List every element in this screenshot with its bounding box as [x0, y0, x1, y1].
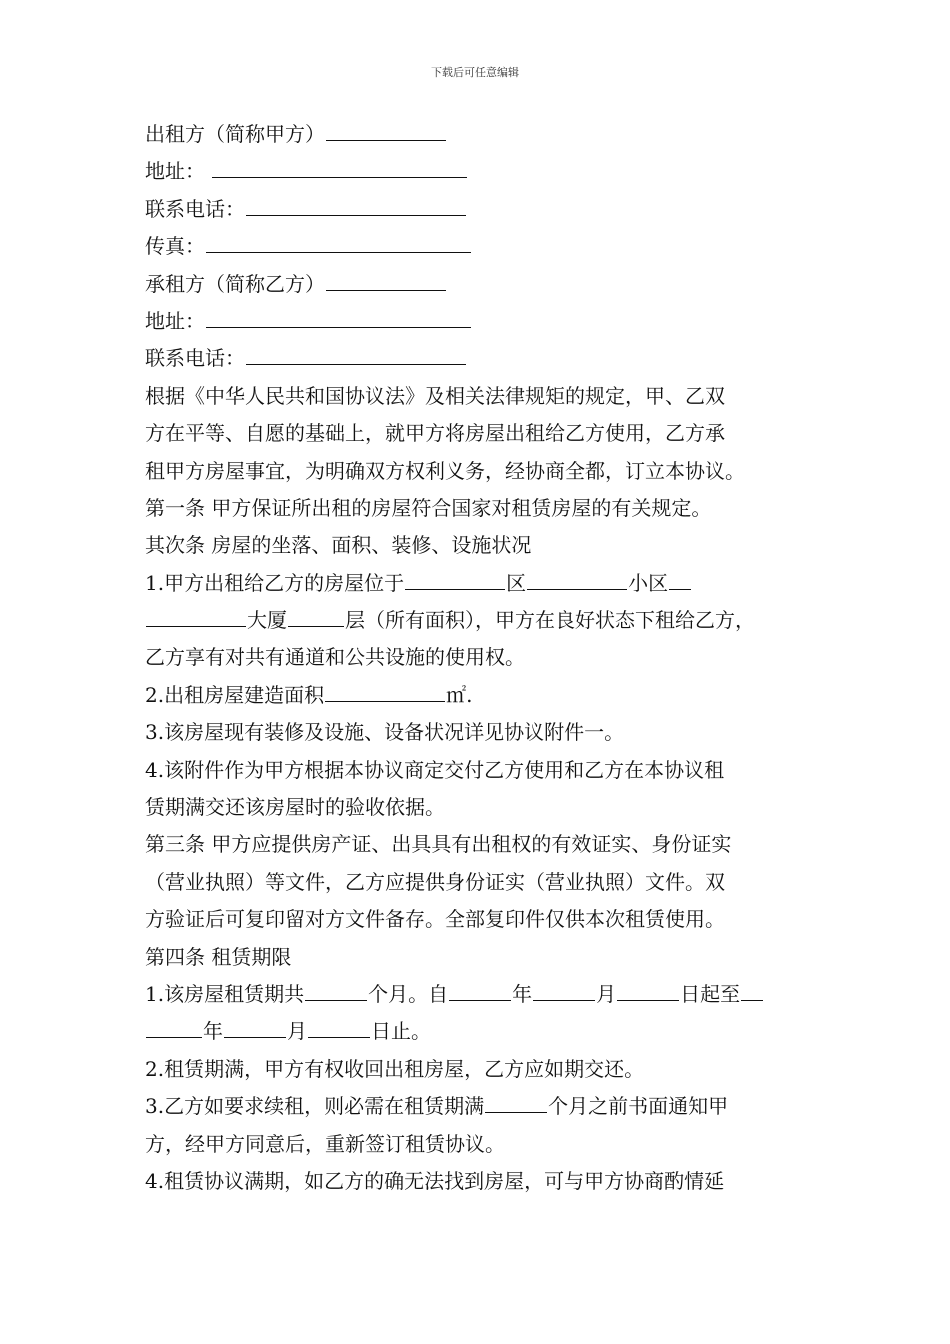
text: 日起至 — [680, 981, 741, 1006]
lessor-fax-line — [145, 228, 835, 265]
header-note: 下载后可任意编辑 — [431, 66, 519, 79]
text: 年 — [203, 1019, 223, 1044]
community-blank[interactable] — [527, 565, 627, 590]
end-blank-tail[interactable] — [741, 976, 763, 1001]
end-month-blank[interactable] — [224, 1013, 286, 1038]
months-blank[interactable] — [305, 976, 367, 1001]
preamble-line-3: 租甲方房屋事宜，为明确双方权利义务，经协商全都，订立本协议。 — [145, 458, 745, 483]
lessor-fax-label: 传真： — [145, 234, 205, 259]
lessor-phone-line — [145, 191, 835, 228]
preamble-line-1: 根据《中华人民共和国协议法》及相关法律规矩的规定，甲、乙双 — [145, 383, 725, 408]
article-3-line-3: 方验证后可复印留对方文件备存。全部复印件仅供本次租赁使用。 — [145, 907, 725, 932]
article-2-item-3: 3.该房屋现有装修及设施、设备状况详见协议附件一。 — [145, 720, 625, 745]
notice-months-blank[interactable] — [485, 1088, 547, 1113]
lessee-label: 承租方（简称乙方） — [145, 271, 325, 296]
article-2-item-4-line-1: 4.该附件作为甲方根据本协议商定交付乙方使用和乙方在本协议租 — [145, 757, 725, 782]
lessee-phone-label: 联系电话： — [145, 346, 245, 371]
end-year-blank[interactable] — [146, 1013, 202, 1038]
lessor-phone-label: 联系电话： — [145, 196, 245, 221]
text: ㎡. — [446, 682, 473, 707]
article-2-item-4-line-2: 赁期满交还该房屋时的验收依据。 — [145, 795, 445, 820]
lessee-address-blank[interactable] — [206, 303, 471, 328]
lessee-phone-blank[interactable] — [246, 340, 466, 365]
text: 2.出租房屋建造面积 — [145, 682, 325, 707]
lessor-address-blank[interactable] — [212, 153, 467, 178]
text: 月 — [287, 1019, 307, 1044]
lessor-label: 出租方（简称甲方） — [145, 122, 325, 146]
article-1: 第一条 甲方保证所出租的房屋符合国家对租赁房屋的有关规定。 — [145, 495, 712, 520]
start-year-blank[interactable] — [449, 976, 511, 1001]
lessee-name-blank[interactable] — [326, 266, 446, 291]
lessee-phone-line — [145, 340, 835, 377]
text: 大厦 — [247, 608, 287, 633]
article-4-item-4: 4.租赁协议满期，如乙方的确无法找到房屋，可与甲方协商酌情延 — [145, 1168, 725, 1193]
start-month-blank[interactable] — [533, 976, 595, 1001]
article-2-item-1-line-2 — [145, 602, 835, 639]
article-4-item-2: 2.租赁期满，甲方有权收回出租房屋，乙方应如期交还。 — [145, 1056, 645, 1081]
article-2-item-1-line-1 — [145, 565, 835, 602]
text: 1.甲方出租给乙方的房屋位于 — [145, 570, 405, 595]
article-3-line-2: （营业执照）等文件，乙方应提供身份证实（营业执照）文件。双 — [145, 869, 725, 894]
lessor-name-blank[interactable] — [326, 116, 446, 141]
text: 月 — [596, 981, 617, 1006]
district-blank[interactable] — [405, 565, 505, 590]
lessee-address-label: 地址： — [145, 308, 205, 333]
text: 日止。 — [371, 1019, 431, 1044]
article-4-item-1-line-1 — [145, 976, 835, 1013]
lessor-phone-blank[interactable] — [246, 191, 466, 216]
start-day-blank[interactable] — [617, 976, 679, 1001]
contract-body — [145, 116, 835, 1200]
article-4-item-3-line-2: 方，经甲方同意后，重新签订租赁协议。 — [145, 1131, 505, 1156]
text: 1.该房屋租赁期共 — [145, 981, 305, 1006]
article-4-item-3-line-1 — [145, 1088, 835, 1125]
text: 年 — [512, 981, 533, 1006]
lessor-address-label: 地址： — [145, 159, 205, 184]
preamble-line-2: 方在平等、自愿的基础上，就甲方将房屋出租给乙方使用，乙方承 — [145, 421, 725, 446]
text: 个月。自 — [368, 981, 449, 1006]
lessor-fax-blank[interactable] — [206, 228, 471, 253]
lessor-address-line — [145, 153, 835, 190]
lessee-line — [145, 266, 835, 303]
article-2-item-1-line-3: 乙方享有对共有通道和公共设施的使用权。 — [145, 645, 525, 670]
building-blank[interactable] — [146, 602, 246, 627]
end-day-blank[interactable] — [308, 1013, 370, 1038]
text: 3.乙方如要求续租，则必需在租赁期满 — [145, 1094, 485, 1119]
article-4-title: 第四条 租赁期限 — [145, 944, 292, 969]
article-2-title: 其次条 房屋的坐落、面积、装修、设施状况 — [145, 533, 532, 558]
text: 区 — [506, 570, 527, 595]
text: 层（所有面积），甲方在良好状态下租给乙方， — [345, 608, 755, 633]
article-4-item-1-line-2 — [145, 1013, 835, 1050]
community-blank-tail[interactable] — [669, 565, 691, 590]
lessee-address-line — [145, 303, 835, 340]
text: 小区 — [628, 570, 669, 595]
area-blank[interactable] — [325, 677, 445, 702]
text: 个月之前书面通知甲 — [548, 1094, 729, 1119]
article-3-line-1: 第三条 甲方应提供房产证、出具具有出租权的有效证实、身份证实 — [145, 832, 732, 857]
lessor-line — [145, 116, 835, 153]
floor-blank[interactable] — [288, 602, 344, 627]
article-2-item-2 — [145, 677, 835, 714]
